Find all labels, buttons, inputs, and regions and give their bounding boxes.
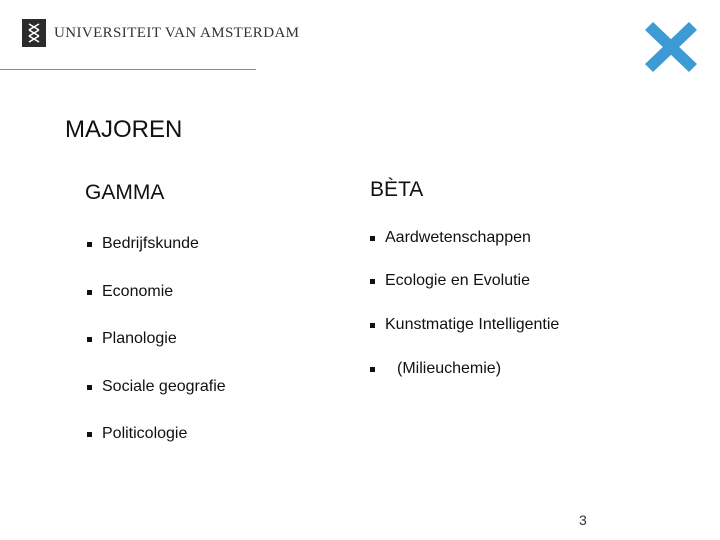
- list-item: [370, 272, 530, 290]
- bullet-icon: [87, 337, 92, 342]
- beta-item-label: (Milieuchemie): [397, 360, 502, 377]
- beta-item-label: Aardwetenschappen: [385, 229, 531, 246]
- bullet-icon: [87, 432, 92, 437]
- gamma-item-label: Politicologie: [102, 425, 188, 442]
- university-name: UNIVERSITEIT VAN AMSTERDAM: [54, 24, 300, 41]
- list-item: [87, 378, 226, 396]
- beta-item-label: Ecologie en Evolutie: [385, 272, 530, 289]
- list-item: [370, 229, 531, 247]
- bullet-icon: [87, 385, 92, 390]
- list-item: [87, 330, 177, 348]
- beta-item-label: Kunstmatige Intelligentie: [385, 316, 560, 333]
- header-divider: [0, 69, 256, 70]
- bullet-icon: [87, 242, 92, 247]
- bullet-icon: [370, 236, 375, 241]
- bullet-icon: [87, 290, 92, 295]
- gamma-item-label: Sociale geografie: [102, 378, 226, 395]
- list-item: [370, 316, 559, 334]
- gamma-item-label: Planologie: [102, 330, 177, 347]
- list-item: [370, 360, 501, 378]
- university-logo: [22, 18, 299, 48]
- bullet-icon: [370, 279, 375, 284]
- list-item: [87, 283, 173, 301]
- gamma-heading: GAMMA: [85, 181, 165, 204]
- slide-title: MAJOREN: [65, 116, 183, 143]
- beta-heading: BÈTA: [370, 178, 424, 201]
- gamma-item-label: Economie: [102, 283, 174, 300]
- gamma-item-label: Bedrijfskunde: [102, 235, 199, 252]
- list-item: [87, 425, 187, 443]
- uva-shield-icon: [22, 19, 46, 47]
- bullet-icon: [370, 323, 375, 328]
- page-number: 3: [579, 512, 587, 528]
- bullet-icon: [370, 367, 375, 372]
- list-item: [87, 235, 199, 253]
- blue-cross-icon: [643, 20, 699, 74]
